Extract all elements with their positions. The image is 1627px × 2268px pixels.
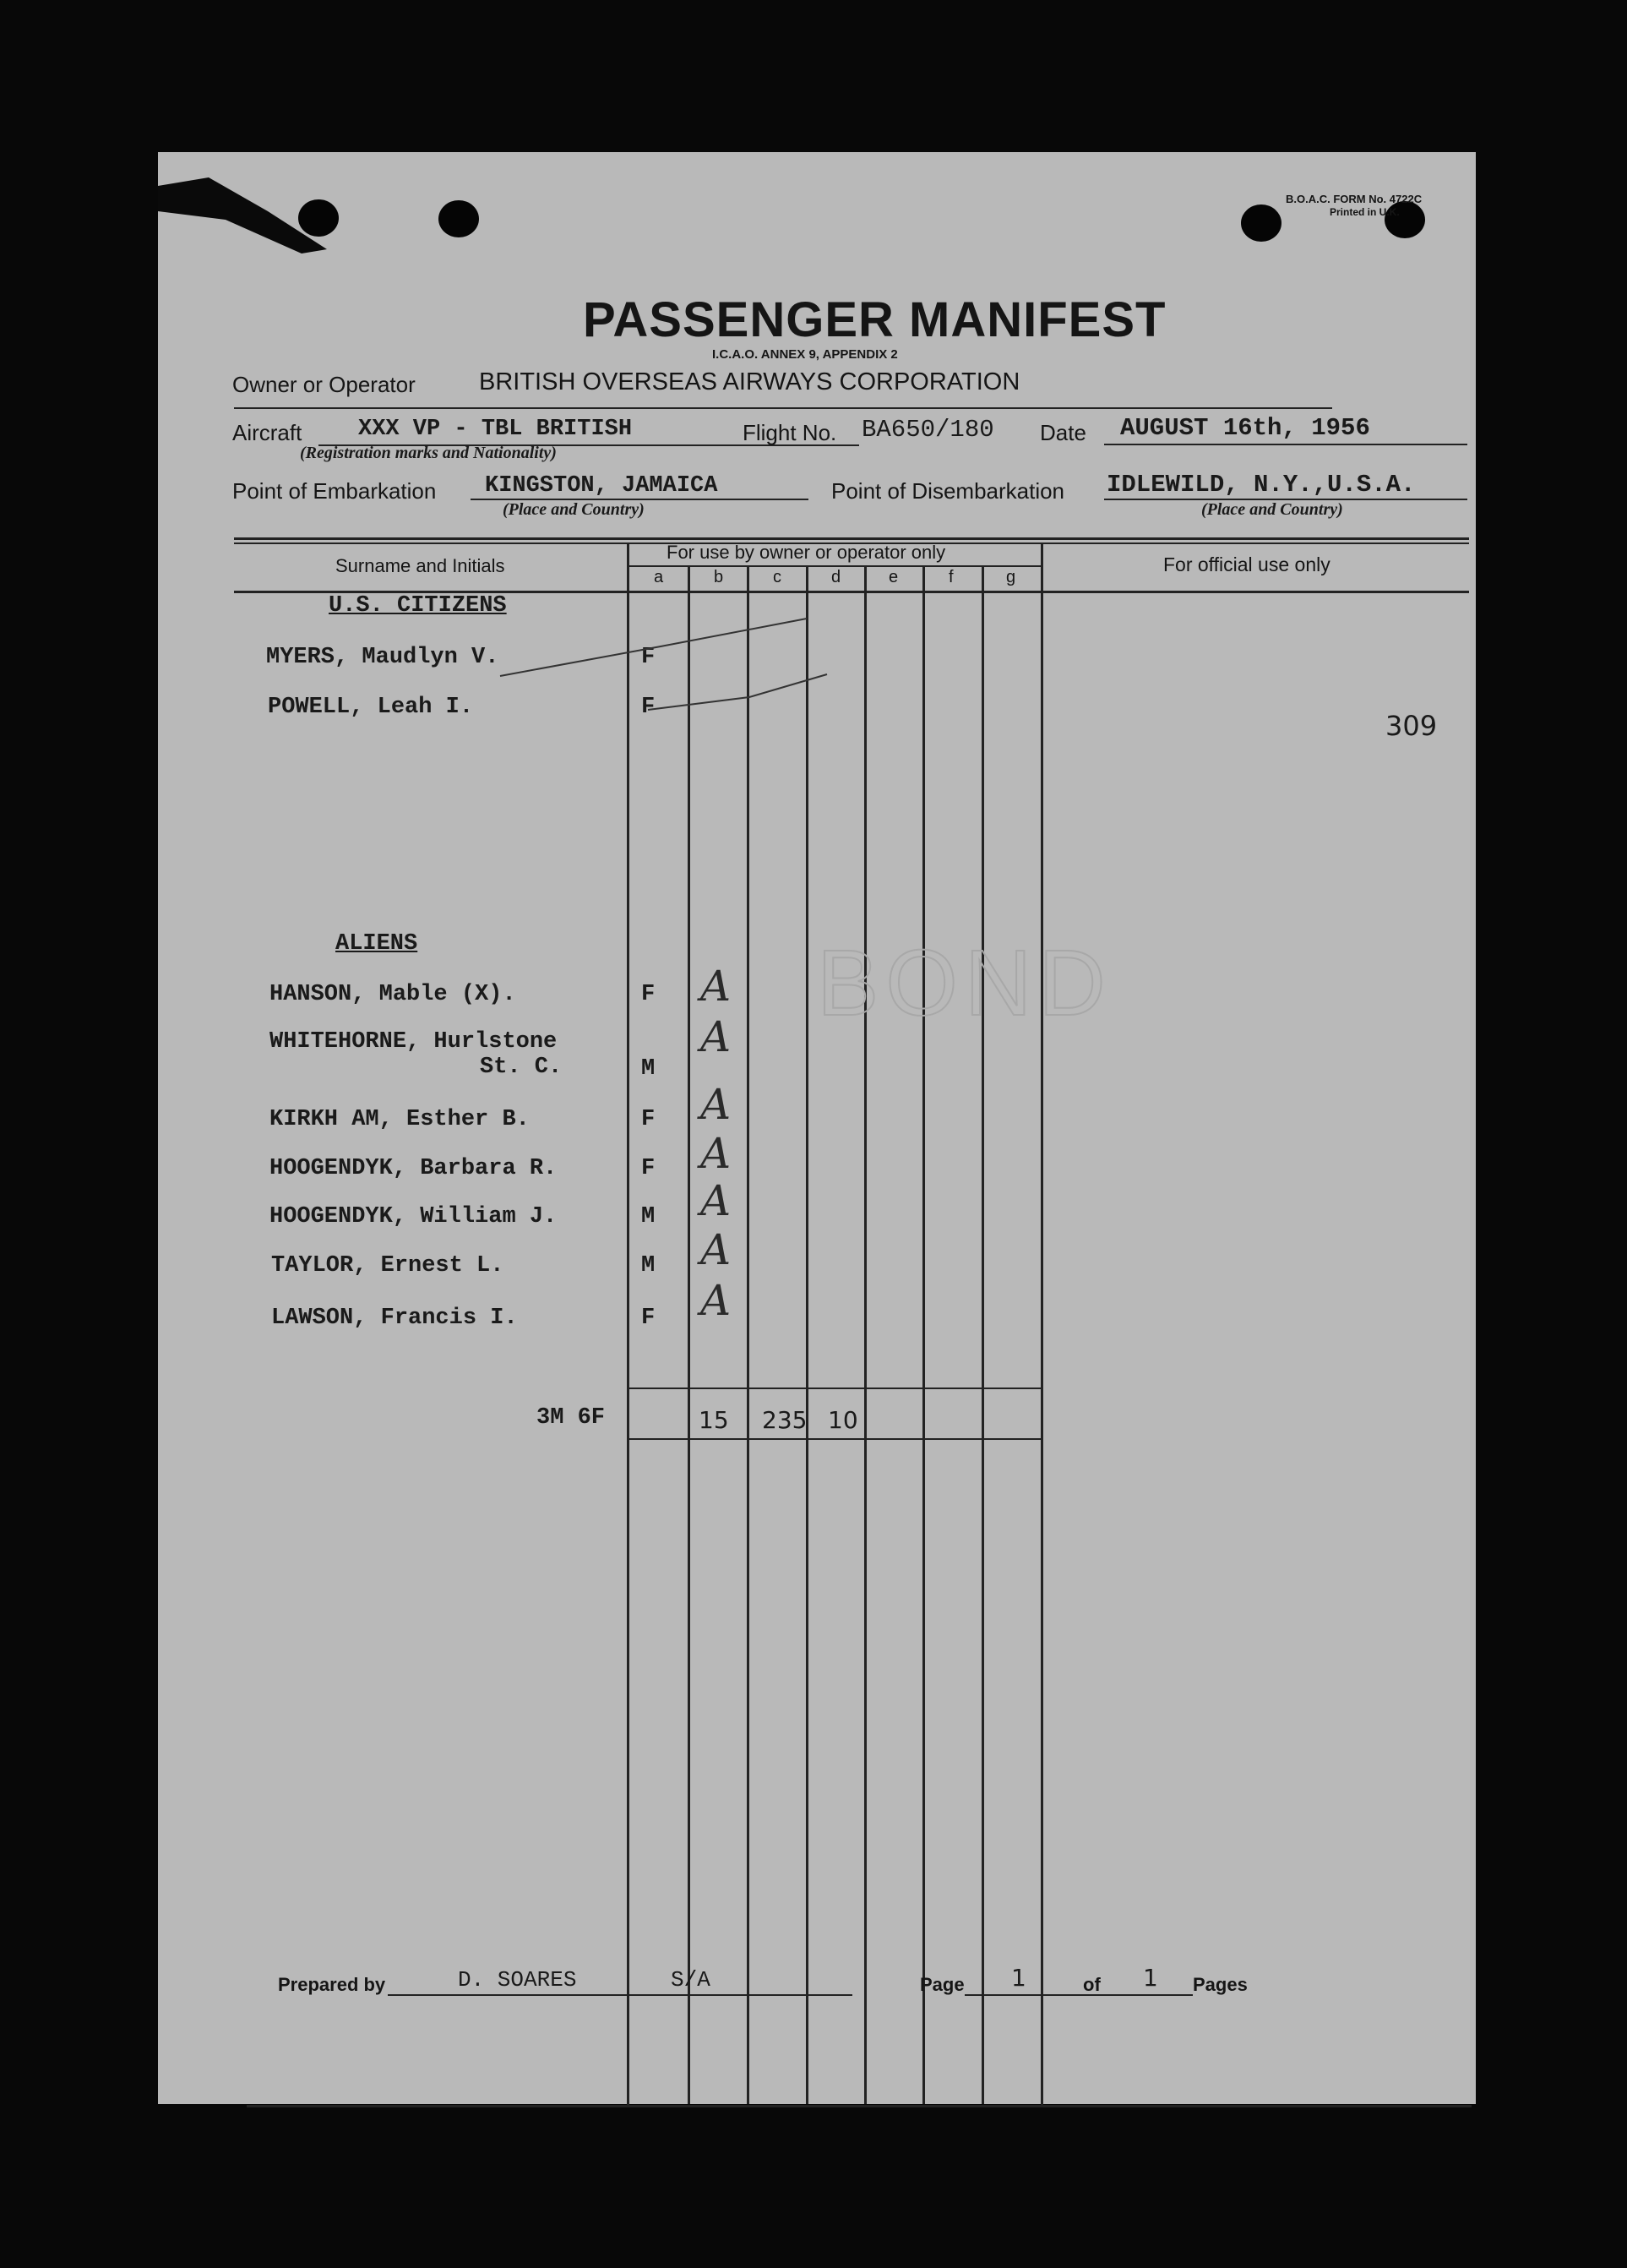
us-row-1-name: MYERS, Maudlyn V. bbox=[266, 645, 499, 670]
alien-row-3-sex: F bbox=[641, 1107, 656, 1132]
official-number: 309 bbox=[1385, 710, 1438, 742]
sub-col-f: f bbox=[949, 568, 954, 586]
alien-row-4-mark: A bbox=[700, 1129, 732, 1178]
alien-row-5-sex: M bbox=[641, 1204, 656, 1229]
alien-row-4-name: HOOGENDYK, Barbara R. bbox=[269, 1156, 558, 1181]
col-line-6 bbox=[982, 566, 984, 2104]
disembark-label: Point of Disembarkation bbox=[831, 478, 1065, 504]
sub-col-g: g bbox=[1006, 568, 1016, 586]
col-line-4 bbox=[864, 566, 867, 2104]
col-line-5 bbox=[922, 566, 925, 2104]
alien-row-3-mark: A bbox=[700, 1080, 732, 1129]
col-header-official: For official use only bbox=[1163, 553, 1330, 575]
page-title: PASSENGER MANIFEST bbox=[583, 292, 1167, 347]
disembark-value: IDLEWILD, N.Y.,U.S.A. bbox=[1107, 471, 1416, 499]
alien-row-5-mark: A bbox=[700, 1176, 732, 1225]
flight-value: BA650/180 bbox=[862, 416, 994, 444]
alien-row-2-name2: St. C. bbox=[480, 1055, 563, 1080]
alien-row-1-mark: A bbox=[700, 962, 732, 1011]
alien-row-5-name: HOOGENDYK, William J. bbox=[269, 1204, 558, 1229]
form-number: B.O.A.C. FORM No. 4722C bbox=[1286, 193, 1423, 205]
alien-row-2-mark: A bbox=[700, 1012, 732, 1061]
footer-top-rule bbox=[247, 2105, 1472, 2107]
date-label: Date bbox=[1040, 420, 1086, 445]
prepared-role: S/A bbox=[671, 1967, 710, 1993]
manifest-page bbox=[158, 152, 1476, 2104]
page-value: 1 bbox=[1011, 1964, 1026, 1992]
faded-stamp: BOND bbox=[817, 931, 1113, 1035]
us-row-1-sex: F bbox=[641, 645, 656, 670]
col-line-1 bbox=[688, 566, 690, 2104]
alien-row-6-sex: M bbox=[641, 1253, 656, 1278]
owner-use-rule bbox=[628, 565, 1041, 567]
col-line-3 bbox=[806, 566, 808, 2104]
sub-col-b: b bbox=[714, 568, 724, 586]
us-row-2-name: POWELL, Leah I. bbox=[268, 695, 474, 720]
alien-row-7-sex: F bbox=[641, 1306, 656, 1331]
us-row-2-sex: F bbox=[641, 695, 656, 720]
torn-corner-mark bbox=[158, 177, 344, 262]
embark-label: Point of Embarkation bbox=[232, 478, 437, 504]
totals-d: 10 bbox=[828, 1406, 858, 1434]
flight-label: Flight No. bbox=[743, 420, 837, 445]
embark-note: (Place and Country) bbox=[503, 500, 645, 519]
of-label: of bbox=[1083, 1974, 1101, 1995]
pages-label: Pages bbox=[1193, 1974, 1248, 1995]
date-value: AUGUST 16th, 1956 bbox=[1120, 414, 1370, 442]
disembark-note: (Place and Country) bbox=[1201, 500, 1343, 519]
col-line-0 bbox=[627, 542, 629, 2106]
totals-top-rule bbox=[627, 1388, 1043, 1389]
owner-value: BRITISH OVERSEAS AIRWAYS CORPORATION bbox=[479, 368, 1020, 395]
pencil-strike-lines bbox=[496, 600, 834, 718]
owner-rule bbox=[234, 407, 1332, 409]
sub-col-c: c bbox=[773, 568, 781, 586]
col-header-surname: Surname and Initials bbox=[335, 555, 505, 576]
section-us-citizens: U.S. CITIZENS bbox=[329, 593, 507, 619]
alien-row-7-mark: A bbox=[700, 1276, 732, 1325]
prepared-label: Prepared by bbox=[278, 1974, 386, 1995]
totals-b: 15 bbox=[699, 1406, 729, 1434]
aircraft-value: XXX VP - TBL BRITISH bbox=[358, 417, 633, 442]
alien-row-6-mark: A bbox=[700, 1225, 732, 1274]
of-value: 1 bbox=[1143, 1964, 1158, 1992]
aircraft-label: Aircraft bbox=[232, 420, 302, 445]
section-aliens: ALIENS bbox=[335, 931, 418, 957]
page-label: Page bbox=[920, 1974, 965, 1995]
punch-hole-left-2 bbox=[438, 200, 479, 237]
aircraft-note: (Registration marks and Nationality) bbox=[300, 444, 557, 462]
sub-col-a: a bbox=[654, 568, 664, 586]
alien-row-6-name: TAYLOR, Ernest L. bbox=[271, 1253, 504, 1278]
printed-in: Printed in U.K. bbox=[1330, 206, 1400, 218]
alien-row-2-name: WHITEHORNE, Hurlstone bbox=[269, 1029, 558, 1055]
sub-col-d: d bbox=[831, 568, 841, 586]
alien-row-2-sex: M bbox=[641, 1056, 656, 1082]
embark-value: KINGSTON, JAMAICA bbox=[485, 473, 718, 499]
alien-row-7-name: LAWSON, Francis I. bbox=[271, 1306, 518, 1331]
alien-row-1-sex: F bbox=[641, 982, 656, 1007]
page-rule bbox=[965, 1994, 1193, 1996]
col-line-2 bbox=[747, 566, 749, 2104]
date-rule bbox=[1104, 444, 1467, 445]
col-header-owner-use: For use by owner or operator only bbox=[667, 542, 946, 563]
page-subtitle: I.C.A.O. ANNEX 9, APPENDIX 2 bbox=[712, 347, 898, 362]
sub-col-e: e bbox=[889, 568, 899, 586]
alien-row-3-name: KIRKH AM, Esther B. bbox=[269, 1107, 530, 1132]
alien-row-1-name: HANSON, Mable (X). bbox=[269, 982, 516, 1007]
totals-label: 3M 6F bbox=[536, 1405, 606, 1431]
prepared-rule bbox=[388, 1994, 852, 1996]
totals-c: 235 bbox=[762, 1406, 808, 1434]
totals-bottom-rule bbox=[627, 1438, 1043, 1440]
prepared-value: D. SOARES bbox=[458, 1967, 577, 1993]
punch-hole-right-1 bbox=[1241, 204, 1281, 242]
alien-row-4-sex: F bbox=[641, 1156, 656, 1181]
col-line-7 bbox=[1041, 542, 1043, 2106]
table-top-rule bbox=[234, 537, 1469, 540]
owner-label: Owner or Operator bbox=[232, 372, 416, 397]
